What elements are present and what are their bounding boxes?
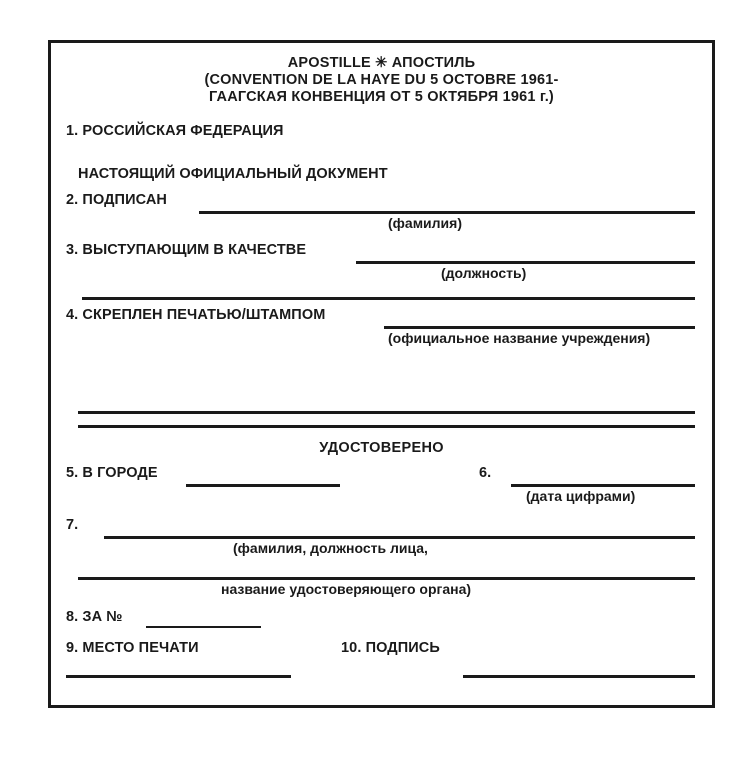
field-1-country-label: 1. РОССИЙСКАЯ ФЕДЕРАЦИЯ — [66, 123, 284, 139]
blank-continuation-line-2[interactable] — [78, 411, 695, 414]
title-line-convention-fr: (CONVENTION DE LA HAYE DU 5 OCTOBRE 1961- — [204, 72, 559, 88]
field-7-authority-label: 7. — [66, 517, 79, 533]
field-3-acting-as-caption: (должность) — [441, 265, 527, 281]
field-2-signed-by-label: 2. ПОДПИСАН — [66, 192, 167, 208]
field-7-authority-input-line[interactable] — [104, 536, 695, 539]
field-2-signed-by-input-line[interactable] — [199, 211, 695, 214]
apostille-certificate-frame — [48, 40, 715, 708]
field-7-authority-caption-line-2: название удостоверяющего органа) — [221, 581, 472, 597]
field-3-acting-as-label: 3. ВЫСТУПАЮЩИМ В КАЧЕСТВЕ — [66, 242, 307, 258]
field-2-signed-by-caption: (фамилия) — [388, 215, 462, 231]
preamble-label: НАСТОЯЩИЙ ОФИЦИАЛЬНЫЙ ДОКУМЕНТ — [78, 166, 388, 182]
field-6-date-caption: (дата цифрами) — [526, 488, 636, 504]
blank-continuation-line-1[interactable] — [82, 297, 695, 300]
blank-continuation-line-3[interactable] — [78, 425, 695, 428]
field-4-sealed-with-caption: (официальное название учреждения) — [388, 330, 651, 346]
field-9-seal-place-label: 9. МЕСТО ПЕЧАТИ — [66, 640, 199, 656]
field-9-seal-place-input-line[interactable] — [66, 675, 291, 678]
field-8-number-input-line[interactable] — [146, 626, 261, 628]
field-7-authority-input-line-2[interactable] — [78, 577, 695, 580]
field-6-date-label: 6. — [479, 465, 492, 481]
field-8-number-label: 8. ЗА № — [66, 609, 123, 625]
title-line-apostille: APOSTILLE ✳ АПОСТИЛЬ — [287, 55, 476, 71]
title-line-convention-ru: ГААГСКАЯ КОНВЕНЦИЯ ОТ 5 ОКТЯБРЯ 1961 г.) — [209, 89, 554, 105]
field-6-date-input-line[interactable] — [511, 484, 695, 487]
field-3-acting-as-input-line[interactable] — [356, 261, 695, 264]
field-4-sealed-with-input-line[interactable] — [384, 326, 695, 329]
field-10-signature-input-line[interactable] — [463, 675, 695, 678]
field-10-signature-label: 10. ПОДПИСЬ — [341, 640, 440, 656]
field-5-city-input-line[interactable] — [186, 484, 340, 487]
field-4-sealed-with-label: 4. СКРЕПЛЕН ПЕЧАТЬЮ/ШТАМПОМ — [66, 307, 326, 323]
certified-heading: УДОСТОВЕРЕНО — [319, 440, 444, 456]
field-7-authority-caption-line-1: (фамилия, должность лица, — [233, 540, 428, 556]
field-5-city-label: 5. В ГОРОДЕ — [66, 465, 158, 481]
